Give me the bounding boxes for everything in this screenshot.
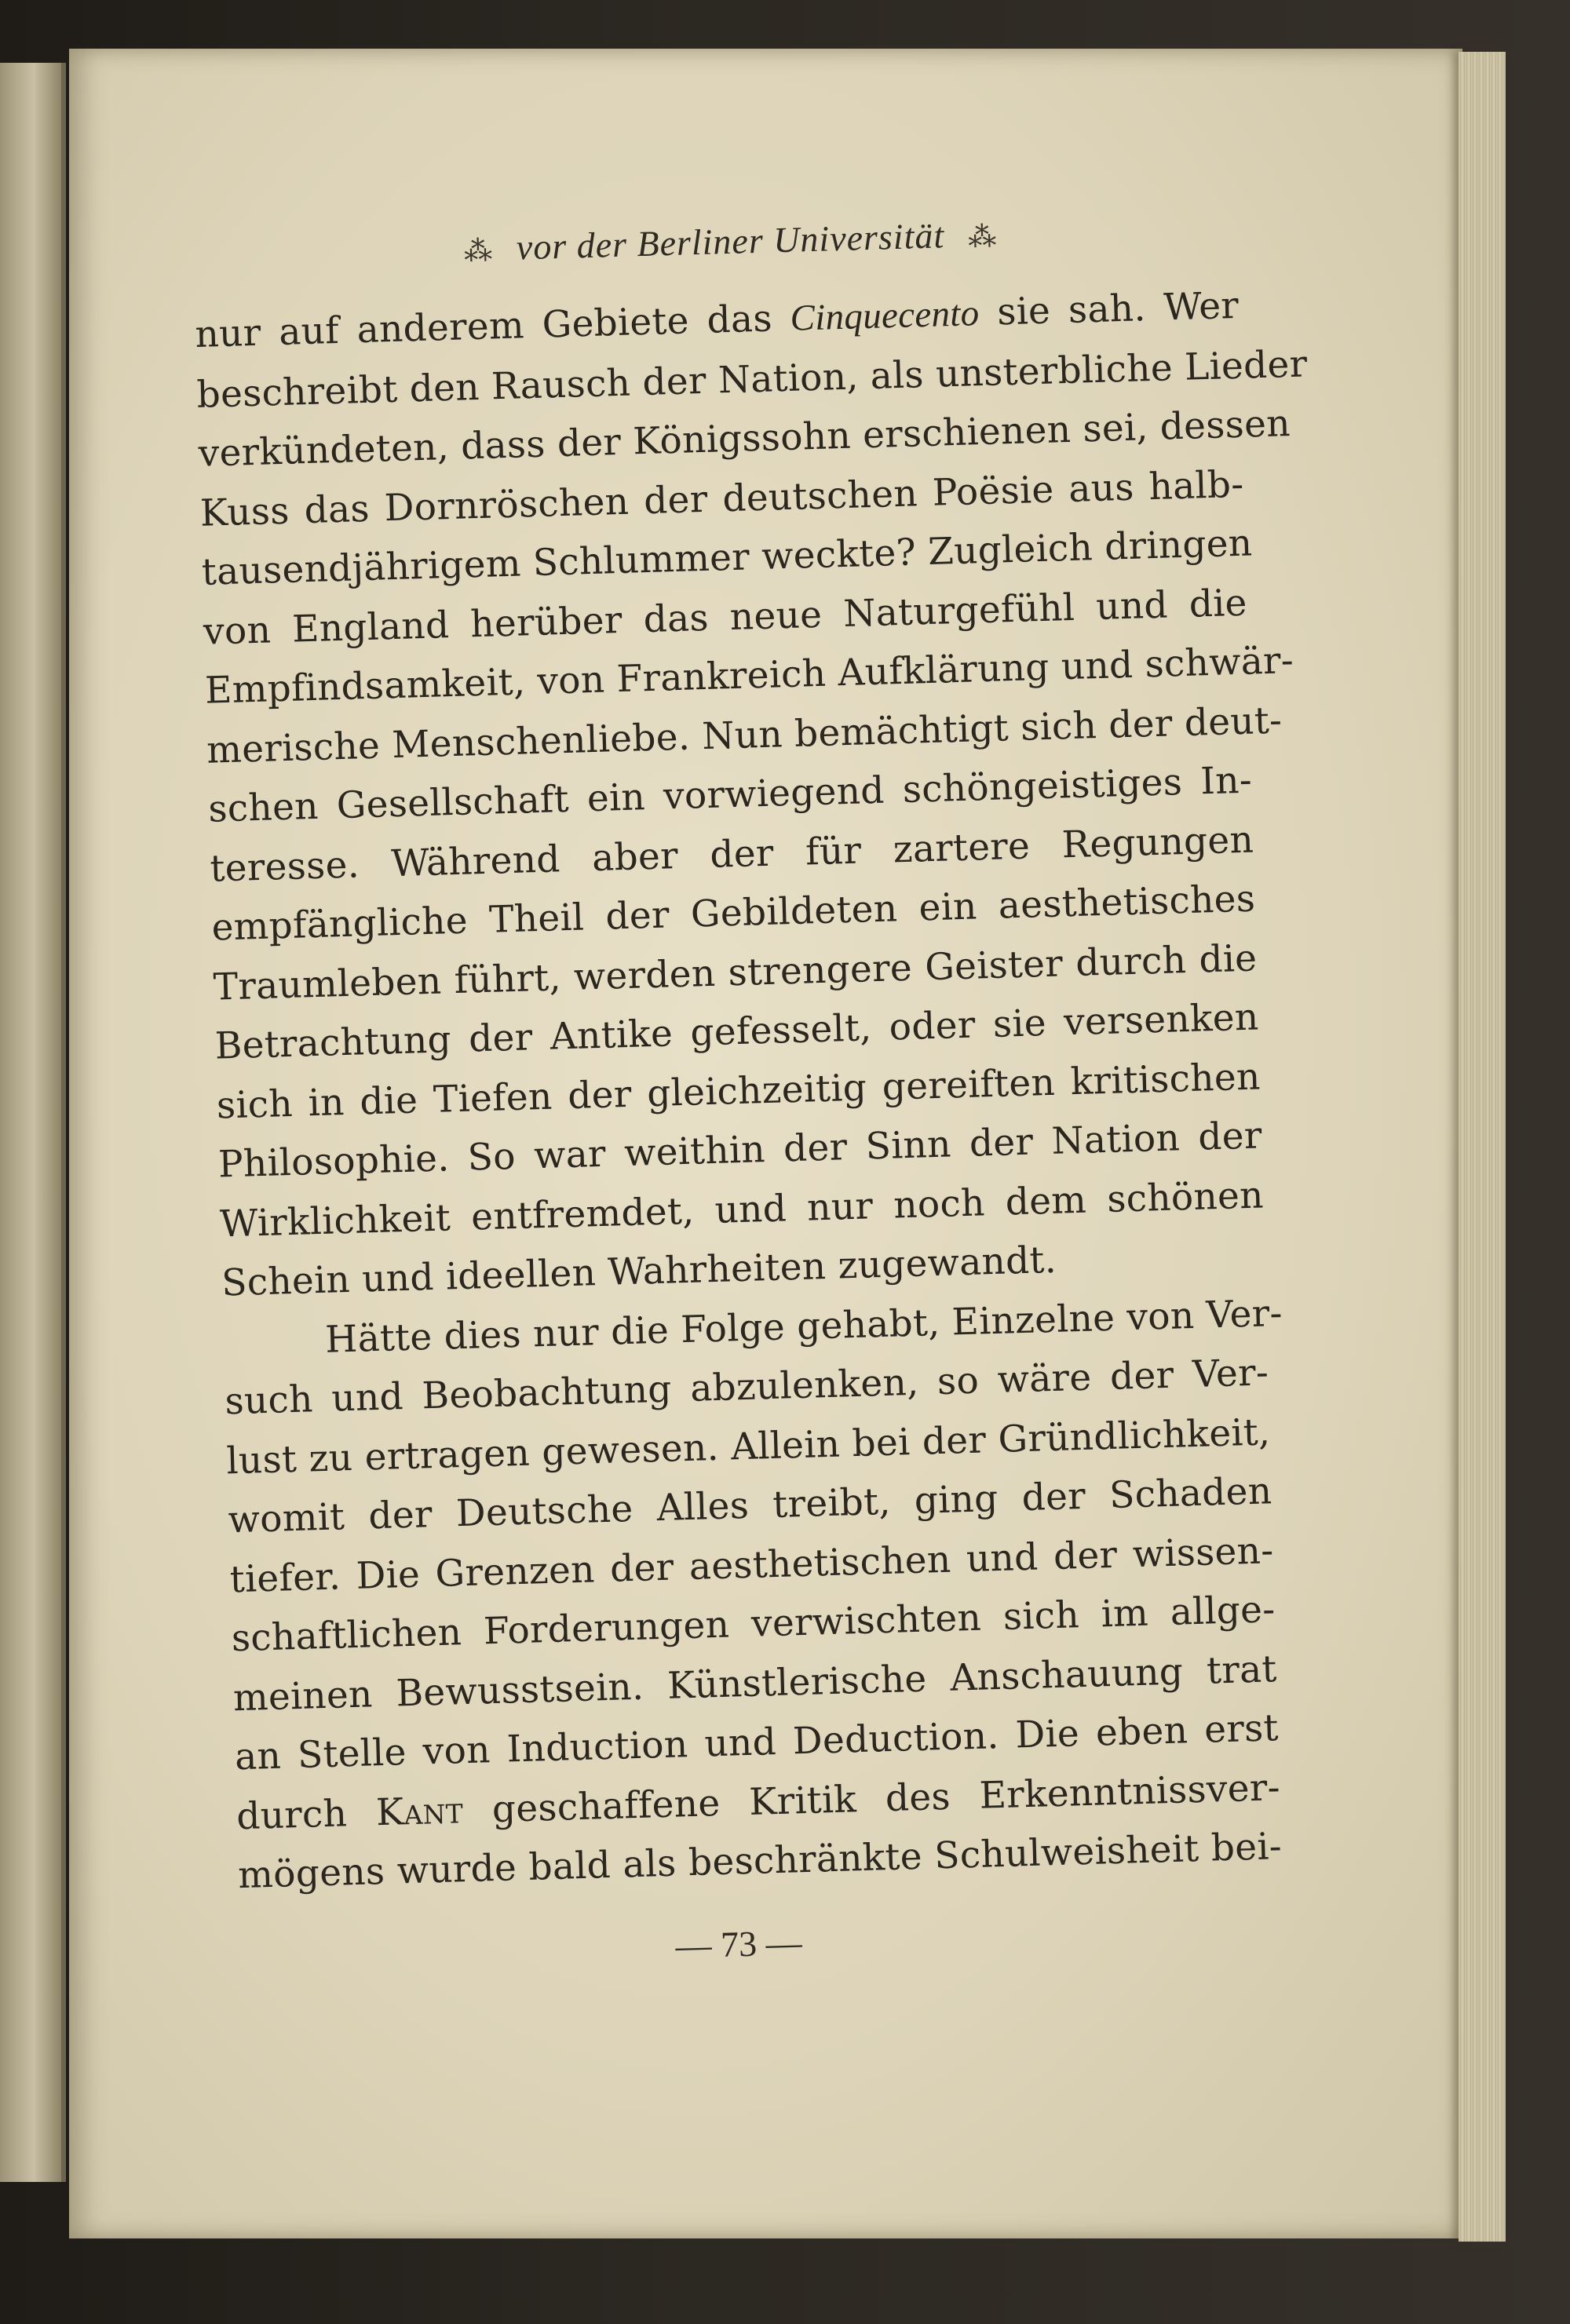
text-line: schen Gesellschaft ein vorwiegend schöngeistiges In- bbox=[207, 758, 1253, 831]
text-line: teresse. Während aber der für zartere Regungen bbox=[209, 818, 1254, 891]
page-fore-edge bbox=[1459, 52, 1506, 2242]
text-line: merische Menschenliebe. Nun bemächtigt sich der deut- bbox=[206, 698, 1283, 772]
text-line: lust zu ertragen gewesen. Allein bei der Gründlichkeit, bbox=[225, 1410, 1271, 1483]
text-line: von England herüber das neue Naturgefühl und die bbox=[203, 581, 1248, 654]
text-line: meinen Bewusstsein. Künstlerische Anschauung trat bbox=[232, 1647, 1278, 1720]
body-text bbox=[194, 276, 1309, 1906]
text-line: tausendjährigem Schlummer weckte? Zugleich dringen bbox=[201, 521, 1254, 594]
previous-page-edge bbox=[0, 63, 66, 2182]
text-line: verkündeten, dass der Königssohn erschienen sei, dessen bbox=[198, 402, 1291, 476]
text-line: Kuss das Dornröschen der deutschen Poësie aus halb- bbox=[199, 462, 1245, 535]
text-line: nur auf anderem Gebiete das Cinquecento sie sah. Wer bbox=[194, 283, 1240, 356]
page-text-block bbox=[192, 206, 1309, 1979]
text-line: Wirklichkeit entfremdet, und nur noch dem schönen bbox=[219, 1173, 1265, 1246]
running-head-title: vor der Berliner Universität bbox=[516, 215, 945, 268]
text-line: durch Kant geschaffene Kritik des Erkenntnissver- bbox=[236, 1765, 1281, 1838]
text-line: sich in die Tiefen der gleichzeitig gereiften kritischen bbox=[216, 1054, 1261, 1128]
text-line: mögens wurde bald als beschränkte Schulweisheit bei- bbox=[237, 1825, 1283, 1898]
text-line: beschreibt den Rausch der Nation, als unsterbliche Lieder bbox=[195, 341, 1309, 417]
ornament-right-icon: ⁂ bbox=[967, 221, 998, 254]
author-name-kant: Kant bbox=[375, 1788, 464, 1834]
text-line: Traumleben führt, werden strengere Geister durch die bbox=[212, 936, 1258, 1009]
ornament-left-icon: ⁂ bbox=[463, 235, 494, 268]
text-line: Philosophie. So war weithin der Sinn der Nation der bbox=[217, 1114, 1263, 1187]
italic-term: Cinquecento bbox=[789, 293, 980, 339]
text-line: empfängliche Theil der Gebildeten ein aesthetisches bbox=[210, 877, 1256, 950]
text-line: such und Beobachtung abzulenken, so wäre der Ver- bbox=[224, 1351, 1269, 1424]
text-line: schaftlichen Forderungen verwischten sich im allge- bbox=[231, 1588, 1276, 1661]
text-line: Hätte dies nur die Folge gehabt, Einzelne von Ver- bbox=[324, 1291, 1283, 1362]
text-line: Schein und ideellen Wahrheiten zugewandt. bbox=[221, 1238, 1057, 1305]
text-line: an Stelle von Induction und Deduction. Die eben erst bbox=[234, 1706, 1280, 1779]
text-line: Betrachtung der Antike gefesselt, oder sie versenken bbox=[214, 995, 1260, 1068]
text-line: womit der Deutsche Alles treibt, ging der Schaden bbox=[227, 1469, 1272, 1542]
page-number: — 73 — bbox=[674, 1921, 803, 1966]
text-line: Empfindsamkeit, von Frankreich Aufklärung und schwär- bbox=[204, 639, 1294, 713]
text-line: tiefer. Die Grenzen der aesthetischen und der wissen- bbox=[229, 1528, 1275, 1601]
